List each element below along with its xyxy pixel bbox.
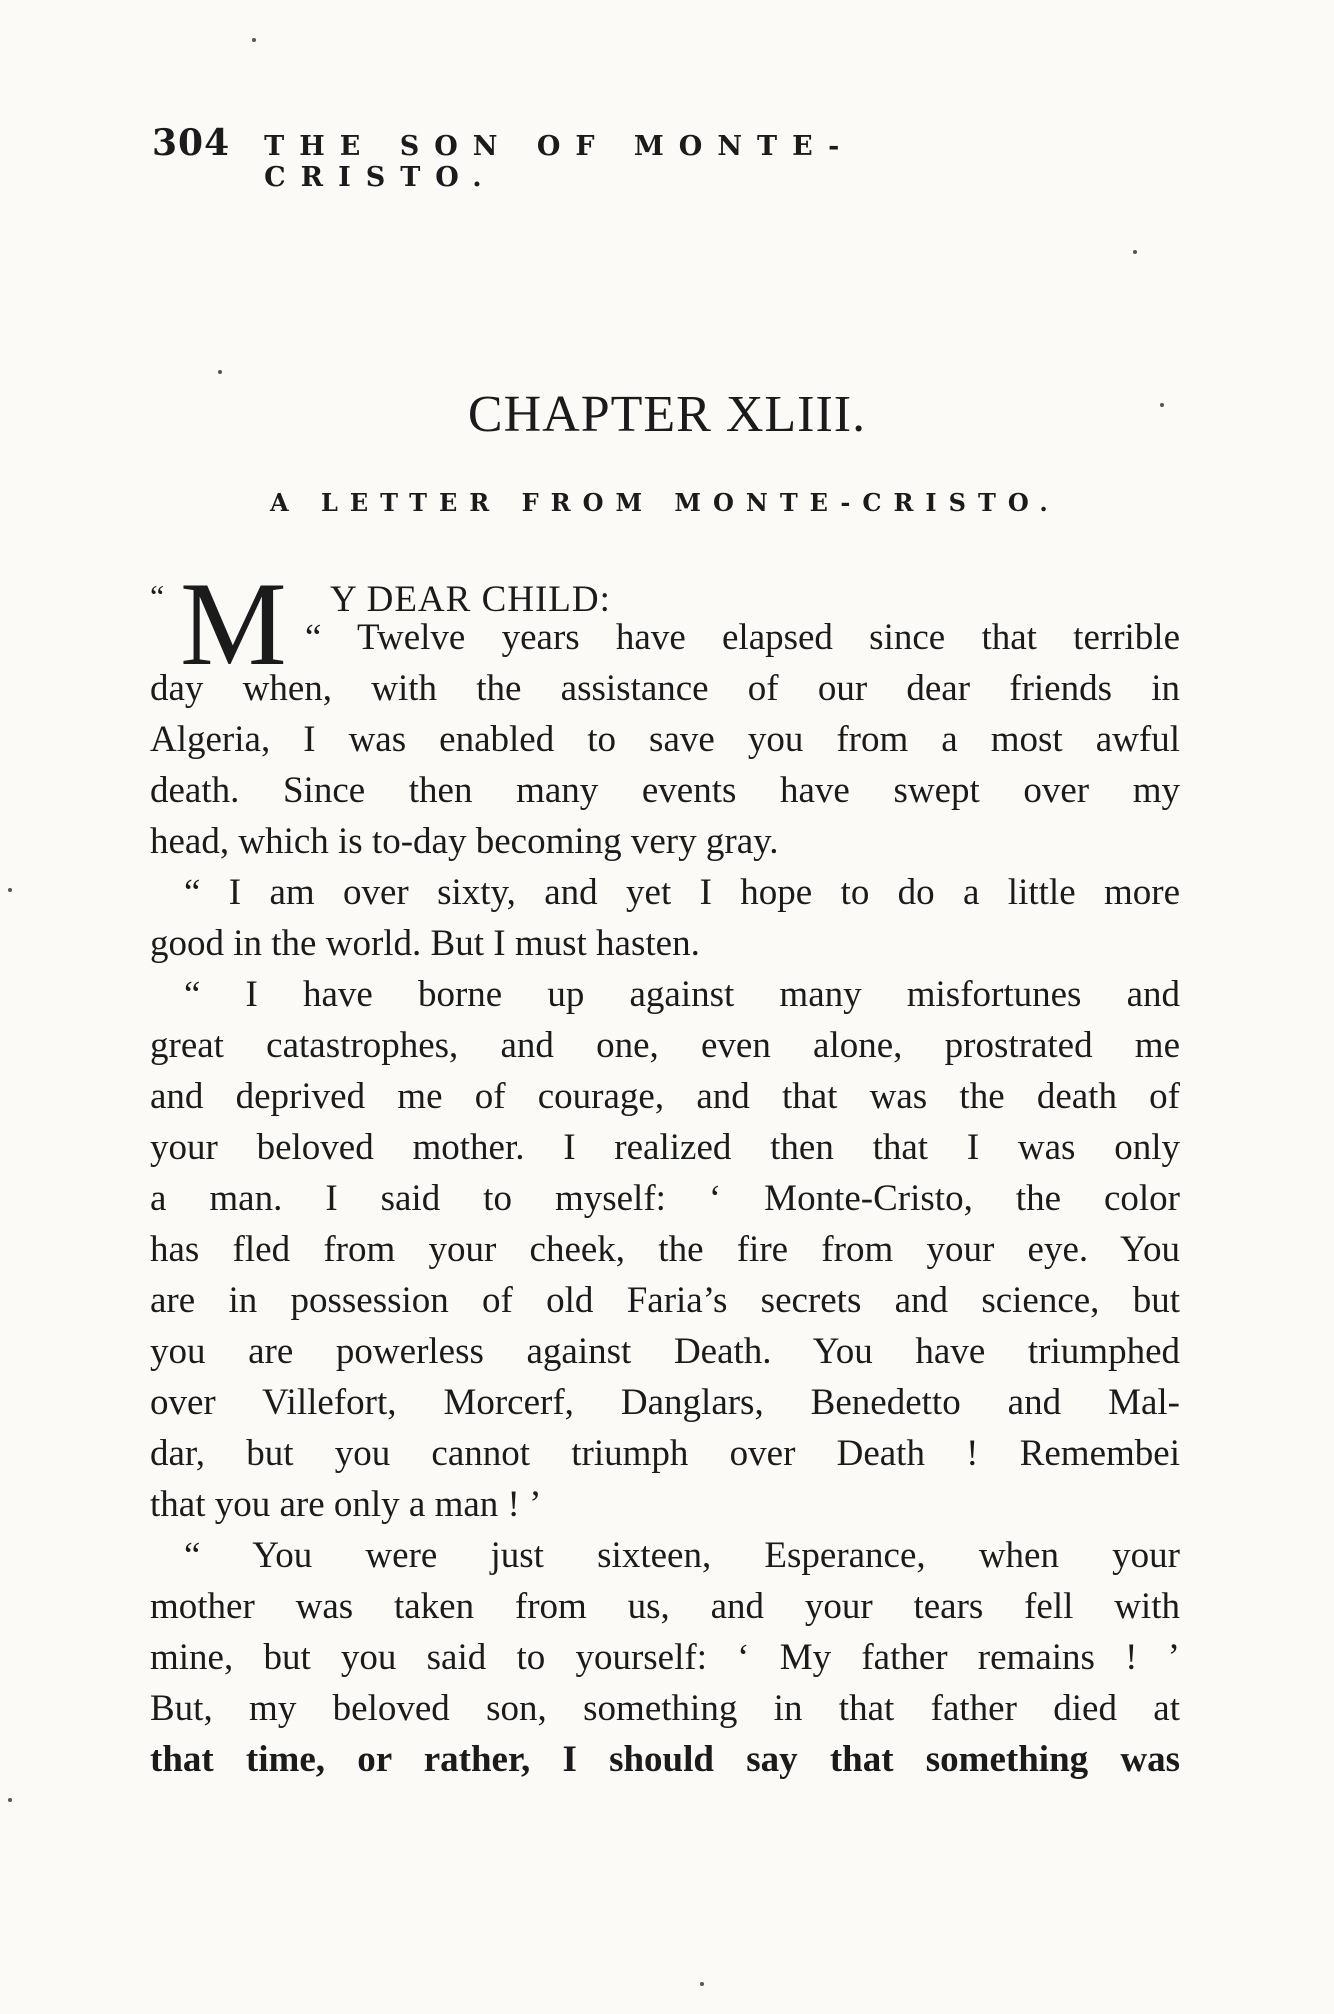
text-line: day when, with the assistance of our dear friends in [150,668,1180,709]
page-number: 304 [152,122,231,164]
text-line: over Villefort, Morcerf, Danglars, Benedetto and Mal- [150,1382,1180,1423]
chapter-subtitle: A LETTER FROM MONTE-CRISTO. [270,488,1060,517]
ink-speck [700,1982,704,1986]
text-line: mother was taken from us, and your tears fell with [150,1586,1180,1627]
text-line: and deprived me of courage, and that was the death of [150,1076,1180,1117]
ink-speck [252,38,256,42]
ink-speck [1133,250,1137,254]
text-line: has fled from your cheek, the fire from your eye. You [150,1229,1180,1270]
text-line: that you are only a man ! ’ [150,1484,542,1525]
text-line: But, my beloved son, something in that father died at [150,1688,1180,1729]
salutation-text: Y DEAR CHILD: [330,579,611,620]
text-line: mine, but you said to yourself: ‘ My father remains ! ’ [150,1637,1180,1678]
ink-speck [218,370,222,374]
chapter-title: CHAPTER XLIII. [467,386,867,443]
text-line: “ You were just sixteen, Esperance, when your [184,1535,1180,1576]
text-line: head, which is to-day becoming very gray. [150,821,779,862]
ink-speck [8,888,12,892]
text-line: good in the world. But I must hasten. [150,923,700,964]
running-head [152,122,1052,193]
text-line: “ Twelve years have elapsed since that terrible [305,617,1180,658]
text-line: Algeria, I was enabled to save you from a most awful [150,719,1180,760]
opening-quote: “ [150,578,165,614]
text-line: “ I have borne up against many misfortunes and [184,974,1180,1015]
text-line: a man. I said to myself: ‘ Monte-Cristo, the color [150,1178,1180,1219]
text-line: “ I am over sixty, and yet I hope to do a little more [184,872,1180,913]
text-line: great catastrophes, and one, even alone, prostrated me [150,1025,1180,1066]
text-line: that time, or rather, I should say that something was [150,1739,1180,1780]
drop-cap: M [180,557,287,690]
text-line: your beloved mother. I realized then that I was only [150,1127,1180,1168]
running-title: THE SON OF MONTE-CRISTO. [264,131,855,193]
ink-speck [8,1798,12,1802]
text-line: are in possession of old Faria’s secrets and science, but [150,1280,1180,1321]
letter-body [150,612,1180,1785]
ink-speck [1160,403,1164,407]
text-line: you are powerless against Death. You have triumphed [150,1331,1180,1372]
text-line: death. Since then many events have swept over my [150,770,1180,811]
text-line: dar, but you cannot triumph over Death ! Remembei [150,1433,1180,1474]
